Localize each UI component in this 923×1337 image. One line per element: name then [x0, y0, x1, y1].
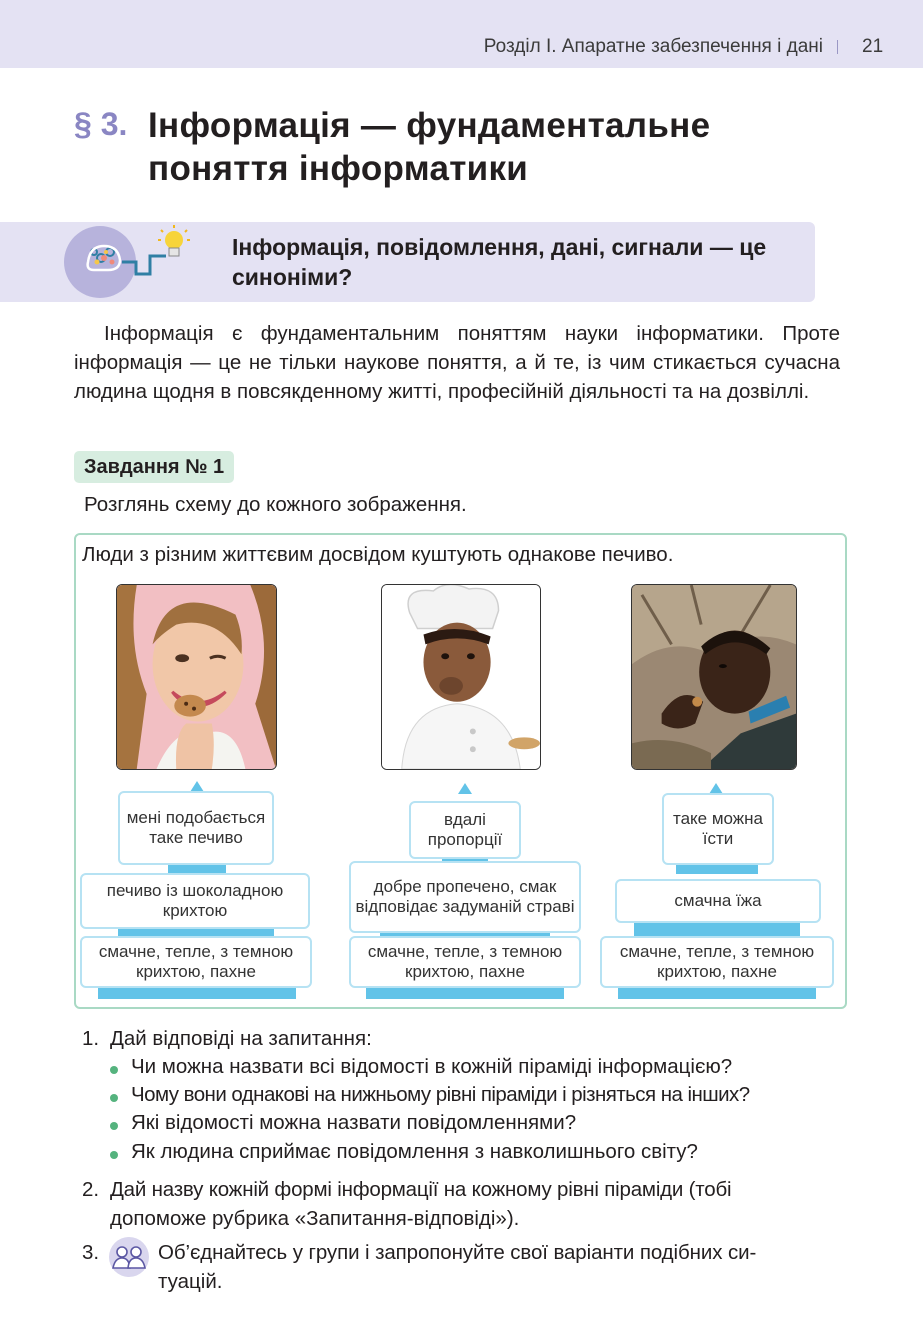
question-2-line-2: допоможе рубрика «Запитання-відповіді»).	[110, 1207, 520, 1230]
task-instruction: Розглянь схему до кожного зображення.	[84, 493, 467, 516]
pyramid-1-bottom-box: смачне, тепле, з темною крихтою, пахне	[80, 936, 312, 988]
bullet-item: Чи можна назвати всі відомості в кожній піраміді інформацією?	[131, 1055, 733, 1078]
question-3-line-1: Об’єднайтесь у групи і запропонуйте свої варіанти подібних си-	[158, 1241, 757, 1264]
pyramid-2-bottom-box: смачне, тепле, з темною крихтою, пахне	[349, 936, 581, 988]
pyramid-1-middle-box: печиво із шоколадною крихтою	[80, 873, 310, 929]
question-1-number: 1.	[82, 1027, 100, 1050]
pyramid-1-top-box: мені подобається таке печиво	[118, 791, 274, 865]
bullet-dot	[110, 1066, 118, 1074]
photo-woman-eating-cookie	[116, 584, 277, 770]
pyramid-2-top-box: вдалі пропорції	[409, 801, 521, 859]
pyramid-3-band-mid	[634, 922, 800, 936]
bullet-dot	[110, 1151, 118, 1159]
header-separator	[837, 40, 838, 54]
bullet-dot	[110, 1094, 118, 1102]
pyramid-3-bottom-box: смачне, тепле, з темною крихтою, пахне	[600, 936, 834, 988]
chapter-title: Розділ І. Апаратне забезпечення і дані	[483, 36, 823, 57]
photo-chef-tasting	[381, 584, 541, 770]
question-3-number: 3.	[82, 1241, 100, 1264]
group-work-icon	[108, 1236, 150, 1278]
scheme-lead-text: Люди з різним життєвим досвідом куштують однакове печиво.	[82, 543, 674, 566]
pyramid-3-middle-box: смачна їжа	[615, 879, 821, 923]
question-2-line-1: Дай назву кожній формі інформації на кожному рівні піраміди (тобі	[110, 1178, 732, 1201]
pyramid-3-top-box: таке можна їсти	[662, 793, 774, 865]
bullet-item: Чому вони однакові на нижньому рівні піраміди і різняться на інших?	[131, 1083, 750, 1106]
question-3-line-2: туацій.	[158, 1270, 223, 1293]
bullet-item: Як людина сприймає повідомлення з навколишнього світу?	[131, 1140, 698, 1163]
pyramid-2-middle-box: добре пропечено, смак відповідає задуманій страві	[349, 861, 581, 933]
brain-lightbulb-icon	[64, 222, 204, 302]
bullet-item: Які відомості можна назвати повідомленнями?	[131, 1111, 577, 1134]
task-badge: Завдання № 1	[74, 451, 234, 483]
question-banner-text: Інформація, повідомлення, дані, сигнали — це синоніми?	[232, 234, 767, 290]
question-2-number: 2.	[82, 1178, 100, 1201]
bullet-dot	[110, 1122, 118, 1130]
question-1-text: Дай відповіді на запитання:	[110, 1027, 372, 1050]
photo-man-eating-outdoors	[631, 584, 797, 770]
pyramid-2-arrow	[458, 783, 472, 794]
page-number: 21	[862, 36, 884, 57]
section-number: § 3.	[74, 106, 128, 142]
section-title: Інформація — фундаментальне поняття інформатики	[148, 106, 711, 188]
intro-paragraph: Інформація є фундаментальним поняттям науки інформатики. Проте інформація — це не тільки наукове поняття, а й те, із чим стикається сучасна людина щодня в повсякденному житті, професійній діяльності та на дозвіллі.	[74, 322, 840, 403]
